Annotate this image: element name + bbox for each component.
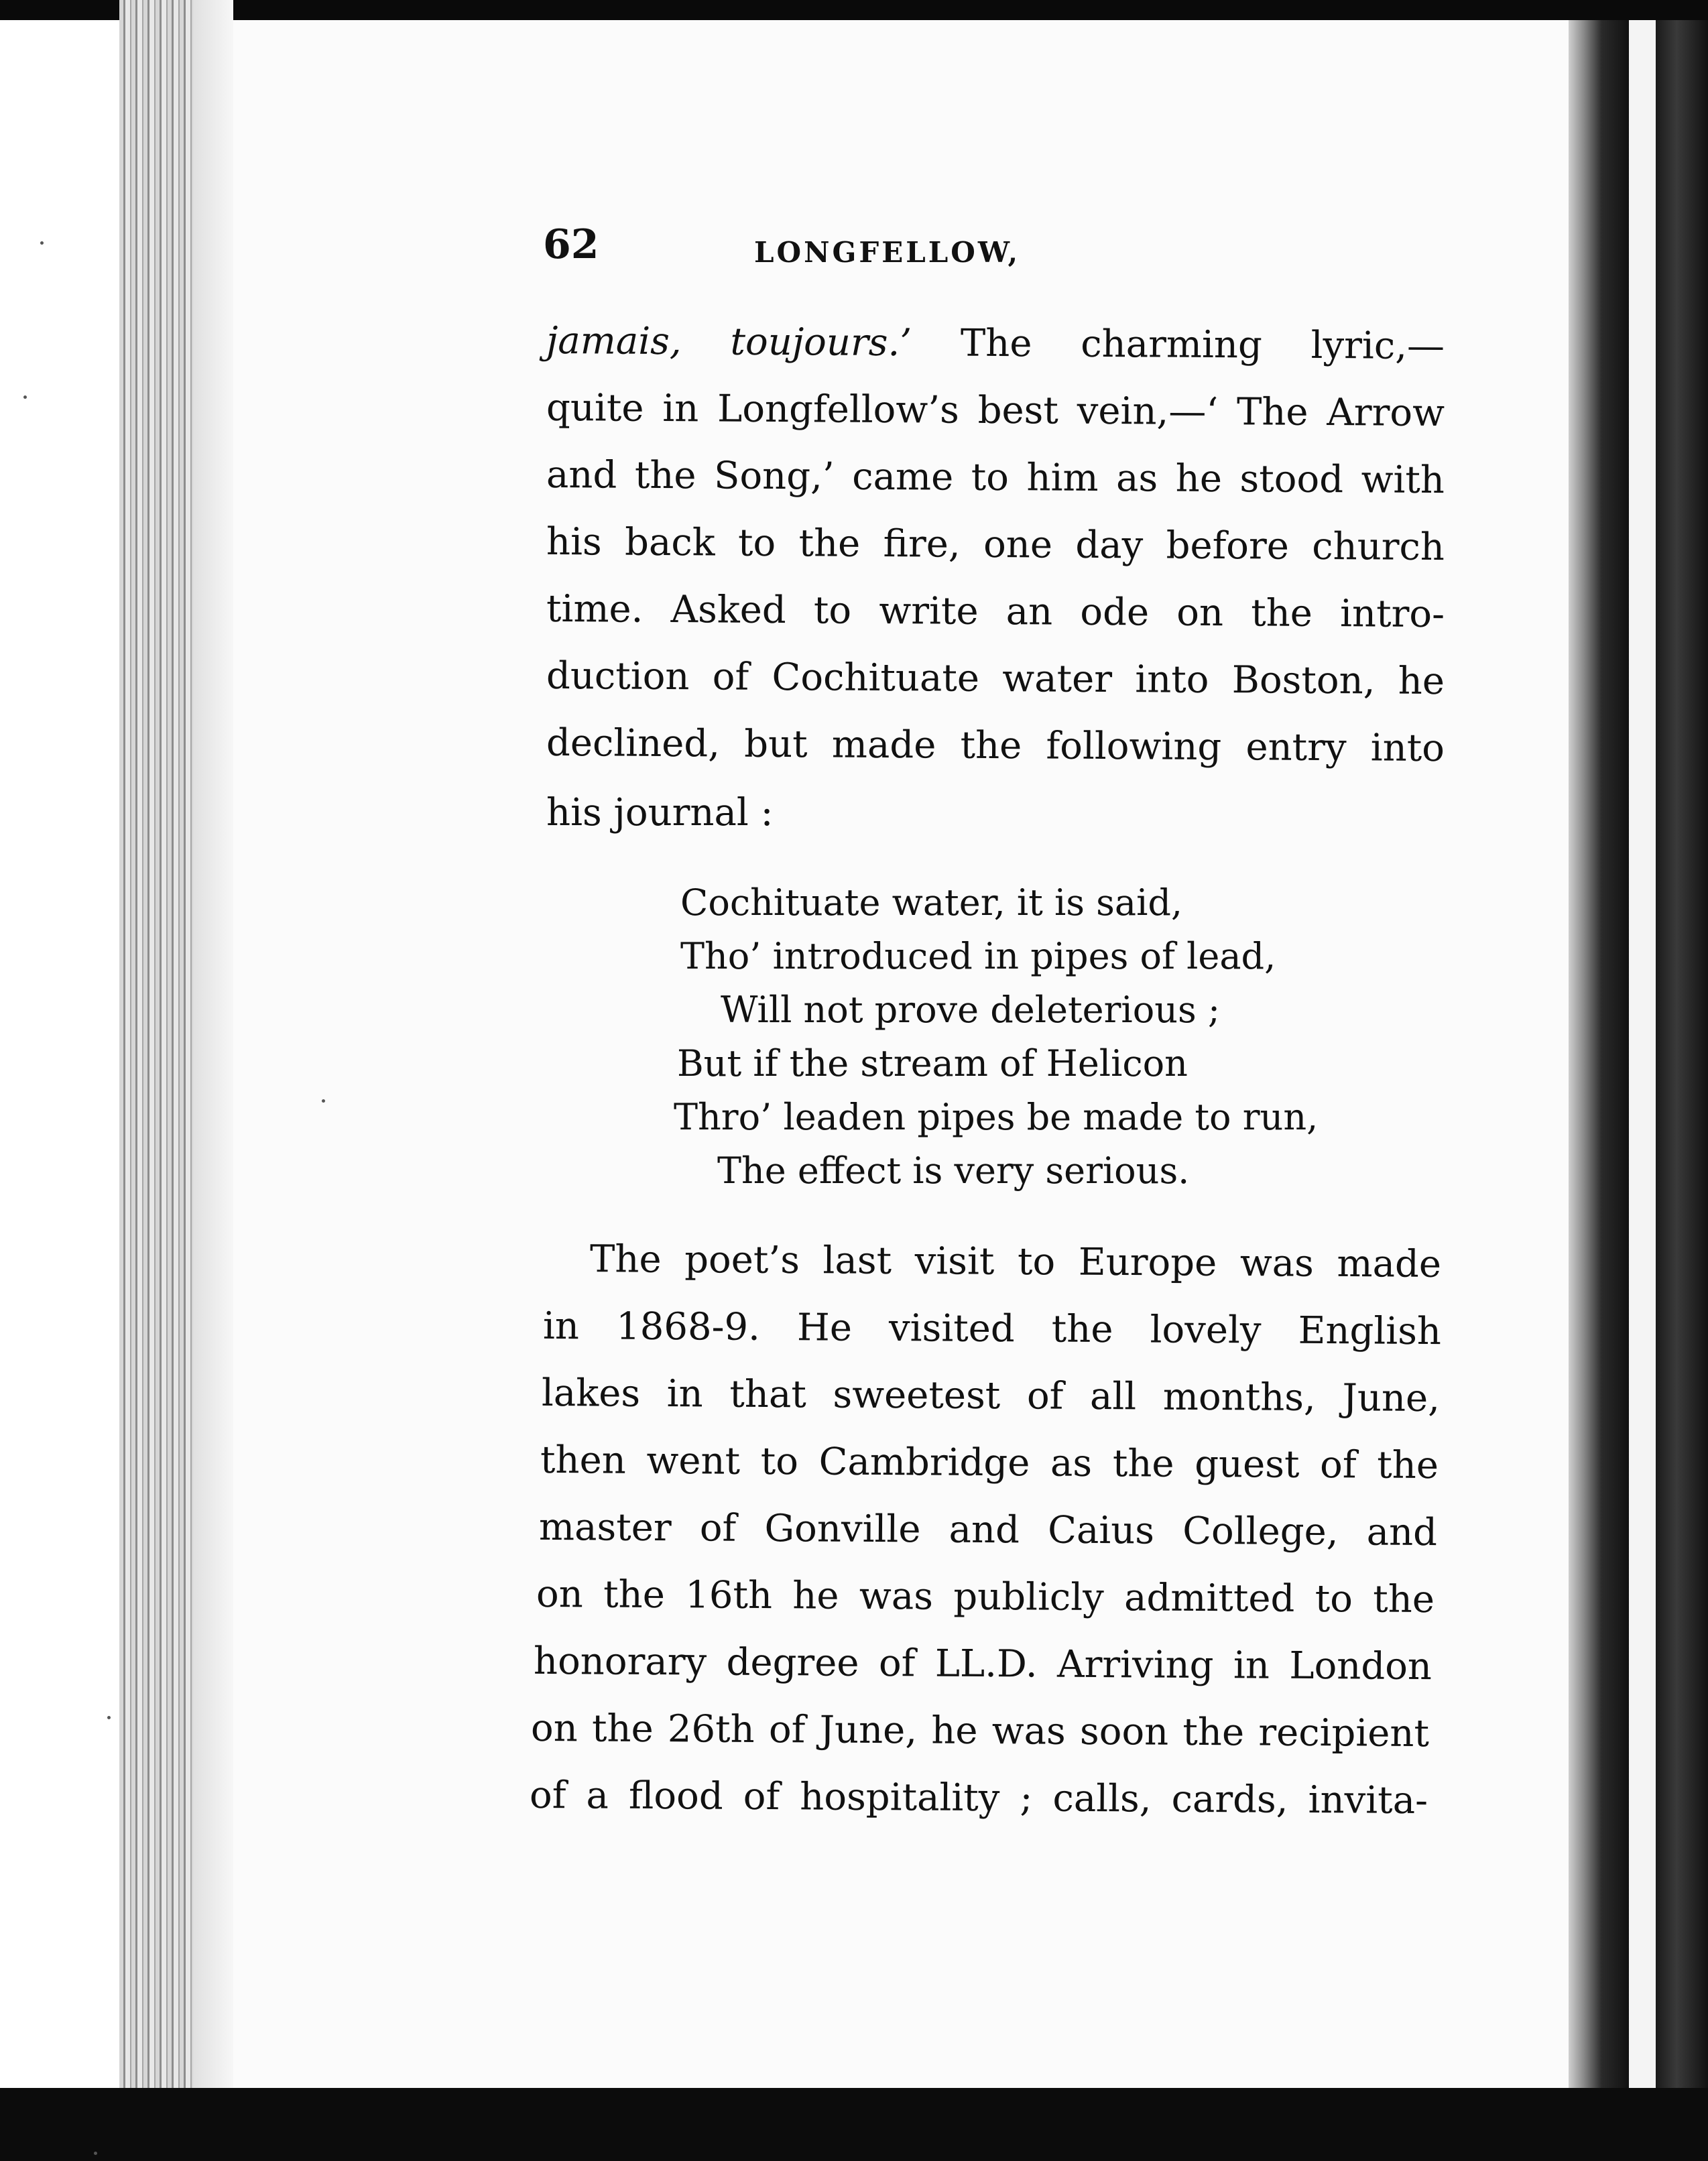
italic-phrase: jamais, toujours.’ <box>546 318 912 365</box>
stacked-page-edges <box>119 0 233 2088</box>
paragraph-line: master of Gonville and Caius College, and <box>538 1505 1438 1555</box>
scan-top-border <box>0 0 1708 20</box>
scan-right-border <box>1656 20 1708 2088</box>
running-head: LONGFELLOW, <box>754 236 1021 269</box>
paragraph-line: his back to the fire, one day before church <box>546 519 1445 570</box>
verse-line: The effect is very serious. <box>717 1150 1190 1192</box>
paragraph-line: in 1868-9. He visited the lovely English <box>542 1304 1442 1354</box>
page-number: 62 <box>543 221 599 268</box>
scan-bottom-border <box>0 2088 1708 2161</box>
paragraph-line <box>546 319 1445 368</box>
paragraph-line: then went to Cambridge as the guest of the <box>540 1438 1439 1488</box>
paragraph-line: and the Song,’ came to him as he stood with <box>546 452 1445 503</box>
paragraph-line: quite in Longfellow’s best vein,—‘ The Arrow <box>546 385 1445 436</box>
book-spine-shadow <box>1569 20 1629 2088</box>
verse-line: Will not prove deleterious ; <box>721 989 1221 1031</box>
verse-line: But if the stream of Helicon <box>677 1042 1188 1085</box>
paragraph-line: duction of Cochituate water into Boston, he <box>546 654 1445 704</box>
paragraph-line: lakes in that sweetest of all months, June, <box>541 1371 1441 1421</box>
verse-line: Cochituate water, it is said, <box>680 881 1183 924</box>
verse-line: Thro’ leaden pipes be made to run, <box>674 1096 1319 1138</box>
next-page-sliver <box>1629 20 1656 2088</box>
paragraph-line: his journal : <box>546 791 774 835</box>
line-text: The charming lyric,— <box>911 321 1445 369</box>
paragraph-line: of a flood of hospitality ; calls, cards, invita- <box>529 1773 1428 1823</box>
paragraph-line: declined, but made the following entry into <box>546 721 1445 771</box>
paragraph-line: honorary degree of LL.D. Arriving in London <box>533 1639 1432 1689</box>
paragraph-line: on the 26th of June, he was soon the recipient <box>530 1706 1430 1756</box>
paragraph-line: The poet’s last visit to Europe was made <box>589 1237 1442 1286</box>
paragraph-line: time. Asked to write an ode on the intro- <box>546 586 1445 637</box>
verse-line: Tho’ introduced in pipes of lead, <box>680 935 1276 977</box>
paragraph-line: on the 16th he was publicly admitted to the <box>536 1572 1435 1622</box>
